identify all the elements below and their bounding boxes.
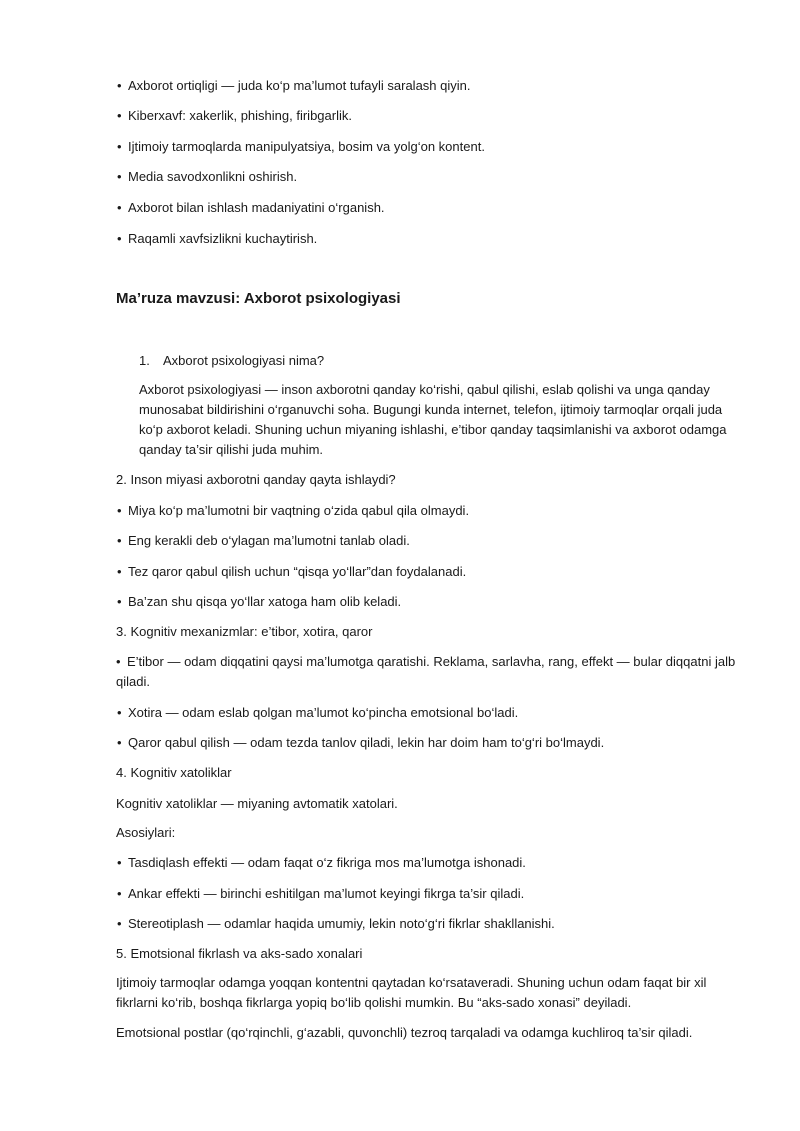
section-5-title: 5. Emotsional fikrlash va aks-sado xonalari <box>116 946 363 961</box>
section-4-title: 4. Kognitiv xatoliklar <box>116 765 232 780</box>
bullet-icon: • <box>117 503 122 518</box>
list-item: • Qaror qabul qilish — odam tezda tanlov qiladi, lekin har doim ham to‘g‘ri bo‘lmaydi. <box>117 732 604 753</box>
bullet-icon: • <box>117 533 122 548</box>
section-4-definition: Kognitiv xatoliklar — miyaning avtomatik xatolari. <box>116 796 398 811</box>
bullet-icon: • <box>117 231 122 246</box>
list-item: • Tez qaror qabul qilish uchun “qisqa yo‘llar”dan foydalanadi. <box>117 561 466 582</box>
bullet-icon: • <box>117 735 122 750</box>
section-3-title: 3. Kognitiv mexanizmlar: e’tibor, xotira, qaror <box>116 624 373 639</box>
list-item: • Tasdiqlash effekti — odam faqat o‘z fikriga mos ma’lumotga ishonadi. <box>117 852 526 873</box>
bullet-icon: • <box>117 916 122 931</box>
list-item: • Kiberxavf: xakerlik, phishing, firibgarlik. <box>117 105 352 126</box>
list-item: • Miya ko‘p ma’lumotni bir vaqtning o‘zida qabul qila olmaydi. <box>117 500 469 521</box>
list-item: • E’tibor — odam diqqatini qaysi ma’lumotga qaratishi. Reklama, sarlavha, rang, effekt — bular diqqatni jalb qiladi. <box>116 654 736 689</box>
bullet-icon: • <box>117 200 122 215</box>
list-item: • Ijtimoiy tarmoqlarda manipulyatsiya, bosim va yolg‘on kontent. <box>117 136 485 157</box>
bullet-icon: • <box>117 705 122 720</box>
bullet-icon: • <box>116 654 121 669</box>
list-item: • Axborot ortiqligi — juda ko‘p ma’lumot tufayli saralash qiyin. <box>117 75 471 96</box>
lecture-title: Ma’ruza mavzusi: Axborot psixologiyasi <box>116 290 401 307</box>
list-item: • Axborot bilan ishlash madaniyatini o‘rganish. <box>117 197 385 218</box>
list-item: • Media savodxonlikni oshirish. <box>117 166 297 187</box>
bullet-icon: • <box>117 78 122 93</box>
bullet-icon: • <box>117 594 122 609</box>
list-item: • Stereotiplash — odamlar haqida umumiy, lekin noto‘g‘ri fikrlar shakllanishi. <box>117 913 555 934</box>
list-item: • Eng kerakli deb o‘ylagan ma’lumotni tanlab oladi. <box>117 530 410 551</box>
section-5-paragraph-1: Ijtimoiy tarmoqlar odamga yoqqan kontentni qaytadan ko‘rsataveradi. Shuning uchun odam faqat bir xil fikrlarni ko‘rib, boshqa fikrlarga yopiq bo‘lib qolishi mumkin. Bu “aks-sado xonasi” deyiladi. <box>116 975 707 1010</box>
section-4-subtitle: Asosiylari: <box>116 825 176 840</box>
list-item: • Ankar effekti — birinchi eshitilgan ma’lumot keyingi fikrga ta’sir qiladi. <box>117 883 524 904</box>
list-item: • Xotira — odam eslab qolgan ma’lumot ko‘pincha emotsional bo‘ladi. <box>117 702 518 723</box>
bullet-icon: • <box>117 108 122 123</box>
section-1-paragraph: Axborot psixologiyasi — inson axborotni qanday ko‘rishi, qabul qilishi, eslab qolishi va unga qanday munosabat bildirishini o‘rganuvchi soha. Bugungi kunda internet, telefon, ijtimoiy tarmoqlar orqali juda ko‘p axborot keladi. Shuning uchun miyaning ishlashi, e’tibor qanday taqsimlanishi va axborot odamga qanday ta’sir qilishi juda muhim. <box>139 382 727 457</box>
section-2-title: 2. Inson miyasi axborotni qanday qayta ishlaydi? <box>116 472 396 487</box>
section-5-paragraph-2: Emotsional postlar (qo‘rqinchli, g‘azabli, quvonchli) tezroq tarqaladi va odamga kuchliroq ta’sir qiladi. <box>116 1025 693 1040</box>
bullet-icon: • <box>117 139 122 154</box>
bullet-icon: • <box>117 855 122 870</box>
list-item: • Raqamli xavfsizlikni kuchaytirish. <box>117 228 317 249</box>
bullet-icon: • <box>117 886 122 901</box>
bullet-icon: • <box>117 169 122 184</box>
list-item: • Ba’zan shu qisqa yo‘llar xatoga ham olib keladi. <box>117 591 401 612</box>
bullet-icon: • <box>117 564 122 579</box>
section-1-title: 1. Axborot psixologiyasi nima? <box>139 353 325 368</box>
